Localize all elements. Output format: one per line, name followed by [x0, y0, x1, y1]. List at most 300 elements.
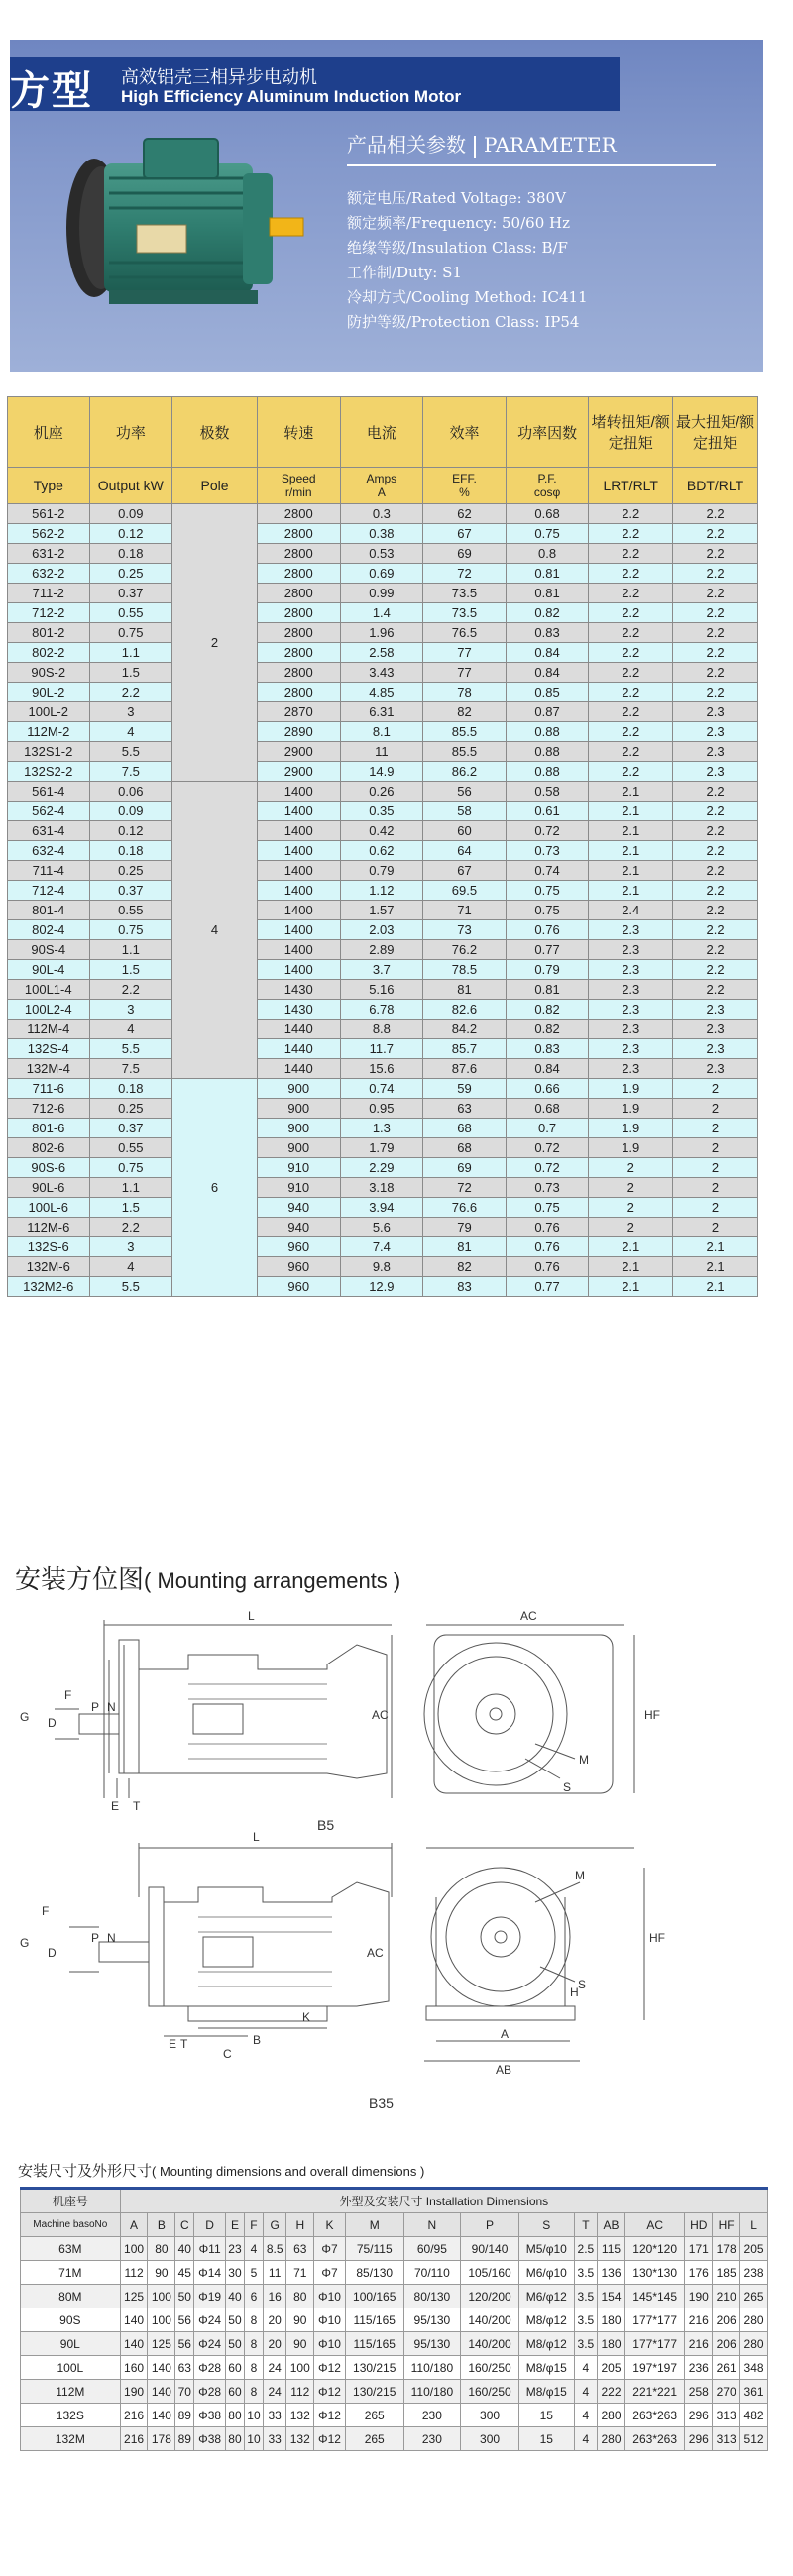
table-cell: 100 [148, 2285, 175, 2308]
table-row [8, 940, 758, 960]
table-cell: 1.1 [89, 1178, 172, 1198]
table-row [8, 623, 758, 643]
table-cell: 2.2 [673, 861, 758, 881]
table-cell: 73.5 [423, 584, 507, 603]
dim-column-header: HD [685, 2213, 713, 2237]
table-cell: 100 [120, 2237, 148, 2261]
table-cell: 140 [148, 2404, 175, 2427]
table-cell: 910 [257, 1178, 340, 1198]
table-row [21, 2285, 768, 2308]
table-cell: 265 [345, 2404, 403, 2427]
table-cell: 3 [89, 1000, 172, 1020]
table-cell: 82.6 [423, 1000, 507, 1020]
spec-header-cn: 转速 [257, 397, 340, 468]
table-cell: 0.83 [506, 623, 589, 643]
table-cell: 2.3 [673, 1000, 758, 1020]
parameter-divider [347, 164, 716, 166]
table-cell: 280 [740, 2308, 768, 2332]
table-cell: 2.2 [589, 643, 673, 663]
table-cell: 130/215 [345, 2356, 403, 2380]
table-cell: 0.75 [506, 881, 589, 901]
label-ac-b35: AC [367, 1946, 384, 1960]
b35-caption: B35 [369, 2095, 394, 2111]
parameter-heading-en: PARAMETER [484, 133, 617, 157]
table-cell: 2.2 [673, 802, 758, 821]
table-cell: 2800 [257, 603, 340, 623]
table-cell: 90S-4 [8, 940, 90, 960]
table-cell: 2 [673, 1218, 758, 1237]
table-cell: M8/φ12 [518, 2308, 574, 2332]
table-cell: 631-4 [8, 821, 90, 841]
table-cell: 5 [244, 2261, 263, 2285]
spec-header-en [8, 468, 90, 504]
table-cell: 0.18 [89, 841, 172, 861]
label-p-b35: P [91, 1931, 100, 1945]
table-cell: 1400 [257, 940, 340, 960]
table-cell: 132 [286, 2427, 314, 2451]
table-cell: 2.3 [589, 940, 673, 960]
table-row [21, 2332, 768, 2356]
table-cell: 0.72 [506, 1158, 589, 1178]
table-cell: 140 [120, 2332, 148, 2356]
table-cell: 2 [673, 1079, 758, 1099]
table-cell: M8/φ15 [518, 2356, 574, 2380]
table-cell: 160/250 [461, 2380, 519, 2404]
table-cell: 132S2-2 [8, 762, 90, 782]
table-cell: 712-6 [8, 1099, 90, 1119]
table-cell: 59 [423, 1079, 507, 1099]
table-cell: 0.69 [340, 564, 423, 584]
table-cell: 73 [423, 920, 507, 940]
table-row [8, 901, 758, 920]
b5-side-view [55, 1620, 392, 1798]
table-cell: 1.1 [89, 940, 172, 960]
table-row [8, 1039, 758, 1059]
spec-header-en [423, 468, 507, 504]
table-cell: 230 [403, 2404, 461, 2427]
pole-cell: 2 [172, 504, 258, 782]
table-cell: 801-6 [8, 1119, 90, 1138]
table-cell: 1400 [257, 782, 340, 802]
table-cell: 177*177 [624, 2308, 685, 2332]
spec-frequency: 额定频率/Frequency: 50/60 Hz [347, 214, 570, 232]
spec-header-en-line: EFF. [452, 472, 477, 485]
table-cell: 185 [713, 2261, 740, 2285]
table-cell: 270 [713, 2380, 740, 2404]
mounting-heading [15, 1559, 400, 1596]
table-cell: 802-4 [8, 920, 90, 940]
table-cell: Φ38 [194, 2427, 226, 2451]
table-cell: 205 [740, 2237, 768, 2261]
table-cell: 60 [225, 2356, 244, 2380]
spec-header-cn: 效率 [423, 397, 507, 468]
label-b-b35: B [253, 2033, 262, 2047]
table-cell: 70 [175, 2380, 194, 2404]
label-m-b5: M [579, 1753, 589, 1767]
table-row [8, 1000, 758, 1020]
table-cell: 64 [423, 841, 507, 861]
spec-header-en [506, 468, 589, 504]
table-cell: 0.25 [89, 861, 172, 881]
frame-header-cn: 机座号 [21, 2189, 121, 2213]
table-cell: 0.75 [89, 623, 172, 643]
dimension-heading [18, 2160, 424, 2181]
table-cell: 3.18 [340, 1178, 423, 1198]
table-cell: 69 [423, 1158, 507, 1178]
table-cell: 2.2 [673, 544, 758, 564]
table-cell: 2870 [257, 702, 340, 722]
table-cell: 2800 [257, 683, 340, 702]
table-cell: 2.3 [673, 1059, 758, 1079]
table-cell: 160 [120, 2356, 148, 2380]
table-cell: 206 [713, 2308, 740, 2332]
table-cell: 2800 [257, 623, 340, 643]
table-cell: 2.2 [589, 683, 673, 702]
table-cell: 2 [673, 1158, 758, 1178]
label-a-b35: A [501, 2027, 510, 2041]
table-row [8, 663, 758, 683]
table-row [8, 1099, 758, 1119]
table-cell: 6 [244, 2285, 263, 2308]
table-cell: 960 [257, 1257, 340, 1277]
table-cell: 940 [257, 1218, 340, 1237]
b35-side-view [69, 1843, 392, 2036]
table-cell: 2 [589, 1158, 673, 1178]
table-cell: 0.82 [506, 1000, 589, 1020]
table-cell: 0.76 [506, 1218, 589, 1237]
table-cell: 221*221 [624, 2380, 685, 2404]
table-cell: 802-6 [8, 1138, 90, 1158]
table-cell: 0.55 [89, 1138, 172, 1158]
label-p-b5: P [91, 1700, 100, 1714]
table-cell: 238 [740, 2261, 768, 2285]
table-cell: 1.5 [89, 960, 172, 980]
table-cell: 0.76 [506, 920, 589, 940]
table-cell: 2800 [257, 504, 340, 524]
table-cell: 632-4 [8, 841, 90, 861]
table-cell: 80 [225, 2427, 244, 2451]
table-row [8, 1198, 758, 1218]
table-cell: 313 [713, 2427, 740, 2451]
table-cell: 112M [21, 2380, 121, 2404]
table-cell: M8/φ12 [518, 2332, 574, 2356]
table-cell: 71M [21, 2261, 121, 2285]
table-cell: 0.18 [89, 544, 172, 564]
table-cell: M6/φ12 [518, 2285, 574, 2308]
table-cell: 0.77 [506, 940, 589, 960]
spec-header-en-line: Pole [200, 478, 229, 493]
table-cell: 76.2 [423, 940, 507, 960]
label-n-b35: N [107, 1931, 116, 1945]
table-cell: 2900 [257, 762, 340, 782]
table-cell: 562-2 [8, 524, 90, 544]
table-cell: 1.5 [89, 1198, 172, 1218]
table-cell: 2.3 [589, 920, 673, 940]
spec-header-cn: 电流 [340, 397, 423, 468]
table-cell: 178 [713, 2237, 740, 2261]
table-cell: 711-6 [8, 1079, 90, 1099]
label-t-b5: T [133, 1799, 141, 1813]
table-cell: 2.2 [673, 920, 758, 940]
table-cell: 2800 [257, 564, 340, 584]
table-cell: 2.1 [589, 1237, 673, 1257]
table-cell: 313 [713, 2404, 740, 2427]
table-cell: 2.1 [589, 782, 673, 802]
table-row [8, 683, 758, 702]
table-cell: 2.2 [89, 980, 172, 1000]
table-cell: Φ7 [314, 2261, 346, 2285]
table-cell: 2.3 [589, 1020, 673, 1039]
table-cell: 631-2 [8, 544, 90, 564]
table-cell: 132 [286, 2404, 314, 2427]
table-cell: 0.09 [89, 802, 172, 821]
table-cell: 1.9 [589, 1138, 673, 1158]
table-row [21, 2237, 768, 2261]
table-cell: 2.3 [589, 960, 673, 980]
table-cell: 83 [423, 1277, 507, 1297]
table-cell: 71 [423, 901, 507, 920]
table-cell: 4 [574, 2356, 597, 2380]
dim-column-header: B [148, 2213, 175, 2237]
table-cell: 60/95 [403, 2237, 461, 2261]
table-cell: 1.4 [340, 603, 423, 623]
table-cell: 0.72 [506, 1138, 589, 1158]
table-cell: 216 [685, 2308, 713, 2332]
table-cell: 132S [21, 2404, 121, 2427]
table-cell: 1.9 [589, 1119, 673, 1138]
table-cell: 3.7 [340, 960, 423, 980]
table-cell: 62 [423, 504, 507, 524]
table-cell: 801-4 [8, 901, 90, 920]
table-cell: 125 [148, 2332, 175, 2356]
table-cell: 11 [263, 2261, 285, 2285]
table-row [8, 762, 758, 782]
table-cell: 2 [673, 1198, 758, 1218]
table-cell: 80 [286, 2285, 314, 2308]
table-cell: 180 [598, 2332, 625, 2356]
table-row [8, 524, 758, 544]
table-cell: 20 [263, 2332, 285, 2356]
table-cell: 2.2 [673, 504, 758, 524]
table-cell: 82 [423, 702, 507, 722]
dim-column-header: H [286, 2213, 314, 2237]
table-cell: 132S-4 [8, 1039, 90, 1059]
table-cell: 100 [148, 2308, 175, 2332]
table-cell: 2.2 [673, 980, 758, 1000]
table-cell: 0.74 [506, 861, 589, 881]
category-title: 方型 [10, 67, 93, 114]
table-cell: 82 [423, 1257, 507, 1277]
table-cell: 2.2 [89, 1218, 172, 1237]
dim-column-header: G [263, 2213, 285, 2237]
table-cell: 0.74 [340, 1079, 423, 1099]
label-l-b35: L [253, 1830, 260, 1844]
table-cell: 112M-2 [8, 722, 90, 742]
table-cell: 67 [423, 524, 507, 544]
table-cell: 1400 [257, 920, 340, 940]
table-cell: 2.2 [589, 544, 673, 564]
table-cell: 0.55 [89, 901, 172, 920]
table-cell: 258 [685, 2380, 713, 2404]
table-row [8, 722, 758, 742]
table-cell: 4 [574, 2404, 597, 2427]
table-cell: 2.29 [340, 1158, 423, 1178]
table-cell: 0.06 [89, 782, 172, 802]
table-cell: 0.75 [506, 901, 589, 920]
table-cell: M8/φ15 [518, 2380, 574, 2404]
table-cell: 69.5 [423, 881, 507, 901]
table-cell: 296 [685, 2404, 713, 2427]
b5-caption: B5 [317, 1817, 335, 1833]
table-cell: 2800 [257, 544, 340, 564]
table-cell: 81 [423, 1237, 507, 1257]
table-cell: 2.2 [589, 742, 673, 762]
table-cell: 2.1 [673, 1277, 758, 1297]
table-cell: 2.2 [589, 584, 673, 603]
table-row [8, 504, 758, 524]
table-cell: 0.12 [89, 821, 172, 841]
table-cell: 210 [713, 2285, 740, 2308]
label-c-b35: C [223, 2047, 232, 2061]
table-row [8, 564, 758, 584]
table-cell: 0.79 [506, 960, 589, 980]
table-cell: Φ14 [194, 2261, 226, 2285]
table-cell: 90/140 [461, 2237, 519, 2261]
spec-header-en-line: BDT/RLT [686, 478, 744, 493]
table-cell: 900 [257, 1099, 340, 1119]
table-cell: 154 [598, 2285, 625, 2308]
table-cell: 0.75 [506, 524, 589, 544]
table-cell: 2.1 [589, 861, 673, 881]
spec-header-en-line: cosφ [533, 485, 561, 499]
table-cell: 100/165 [345, 2285, 403, 2308]
table-cell: 140 [120, 2308, 148, 2332]
table-row [21, 2380, 768, 2404]
table-cell: 190 [120, 2380, 148, 2404]
dim-column-header: K [314, 2213, 346, 2237]
table-cell: 900 [257, 1138, 340, 1158]
table-cell: 2 [673, 1178, 758, 1198]
table-cell: 900 [257, 1119, 340, 1138]
table-cell: 0.3 [340, 504, 423, 524]
label-f-b5: F [64, 1688, 72, 1702]
table-cell: 1.79 [340, 1138, 423, 1158]
table-cell: 76.5 [423, 623, 507, 643]
frame-header-en: Machine basoNo [21, 2213, 121, 2237]
spec-header-en [89, 468, 172, 504]
table-cell: 7.4 [340, 1237, 423, 1257]
table-cell: 2.1 [589, 821, 673, 841]
table-cell: 940 [257, 1198, 340, 1218]
table-cell: 263*263 [624, 2427, 685, 2451]
dimension-table [20, 2187, 768, 2451]
table-cell: 2.2 [589, 603, 673, 623]
product-title-cn: 高效铝壳三相异步电动机 [121, 67, 317, 87]
table-cell: 20 [263, 2308, 285, 2332]
dim-column-header: S [518, 2213, 574, 2237]
product-title-en: High Efficiency Aluminum Induction Motor [121, 87, 462, 106]
table-row [8, 1138, 758, 1158]
table-cell: 140 [148, 2380, 175, 2404]
label-ac-b5-side: AC [372, 1708, 389, 1722]
table-cell: Φ12 [314, 2380, 346, 2404]
parameter-heading [347, 129, 716, 159]
table-cell: 171 [685, 2237, 713, 2261]
spec-header-en-line: Amps [366, 472, 397, 485]
table-cell: 205 [598, 2356, 625, 2380]
table-cell: 2.1 [589, 1277, 673, 1297]
spec-header-en-line: Speed [281, 472, 316, 485]
table-cell: 2.1 [589, 1257, 673, 1277]
table-cell: 0.81 [506, 584, 589, 603]
table-cell: 85.7 [423, 1039, 507, 1059]
table-cell: 4 [89, 722, 172, 742]
table-cell: 2.3 [589, 1039, 673, 1059]
table-cell: 132S-6 [8, 1237, 90, 1257]
table-cell: 120/200 [461, 2285, 519, 2308]
table-cell: 910 [257, 1158, 340, 1178]
table-cell: 8.5 [263, 2237, 285, 2261]
table-cell: Φ10 [314, 2285, 346, 2308]
table-cell: 2.2 [673, 940, 758, 960]
table-cell: 130*130 [624, 2261, 685, 2285]
table-cell: 100L2-4 [8, 1000, 90, 1020]
label-s-b5: S [563, 1780, 572, 1794]
label-hf-b35: HF [649, 1931, 665, 1945]
table-row [8, 1257, 758, 1277]
spec-list [347, 186, 588, 335]
spec-header-en-line: Output kW [97, 478, 164, 493]
table-cell: 265 [345, 2427, 403, 2451]
table-cell: 63 [286, 2237, 314, 2261]
table-cell: 1400 [257, 821, 340, 841]
table-cell: 300 [461, 2427, 519, 2451]
table-row [21, 2356, 768, 2380]
label-hf-b5: HF [644, 1708, 660, 1722]
table-cell: 1.3 [340, 1119, 423, 1138]
table-cell: 0.82 [506, 603, 589, 623]
spec-header-en-line: r/min [284, 485, 312, 499]
table-cell: 112M-6 [8, 1218, 90, 1237]
table-row [8, 782, 758, 802]
table-cell: 2890 [257, 722, 340, 742]
table-cell: 2.3 [673, 742, 758, 762]
table-cell: 15 [518, 2427, 574, 2451]
table-cell: 2 [589, 1218, 673, 1237]
table-cell: 75/115 [345, 2237, 403, 2261]
table-cell: 0.66 [506, 1079, 589, 1099]
table-cell: 280 [740, 2332, 768, 2356]
table-cell: 90 [286, 2332, 314, 2356]
table-cell: 482 [740, 2404, 768, 2427]
label-f-b35: F [42, 1904, 50, 1918]
table-cell: 4 [244, 2237, 263, 2261]
table-cell: 0.88 [506, 742, 589, 762]
table-cell: 0.84 [506, 1059, 589, 1079]
table-cell: 236 [685, 2356, 713, 2380]
table-row [8, 980, 758, 1000]
table-cell: 230 [403, 2427, 461, 2451]
table-cell: 0.88 [506, 722, 589, 742]
product-banner [10, 40, 763, 372]
table-cell: 2 [589, 1198, 673, 1218]
table-cell: 132M-6 [8, 1257, 90, 1277]
table-cell: 60 [423, 821, 507, 841]
table-cell: 2.2 [589, 702, 673, 722]
table-cell: 0.18 [89, 1079, 172, 1099]
table-cell: 85.5 [423, 742, 507, 762]
dimension-heading-en: ( Mounting dimensions and overall dimensions ) [152, 2164, 425, 2179]
